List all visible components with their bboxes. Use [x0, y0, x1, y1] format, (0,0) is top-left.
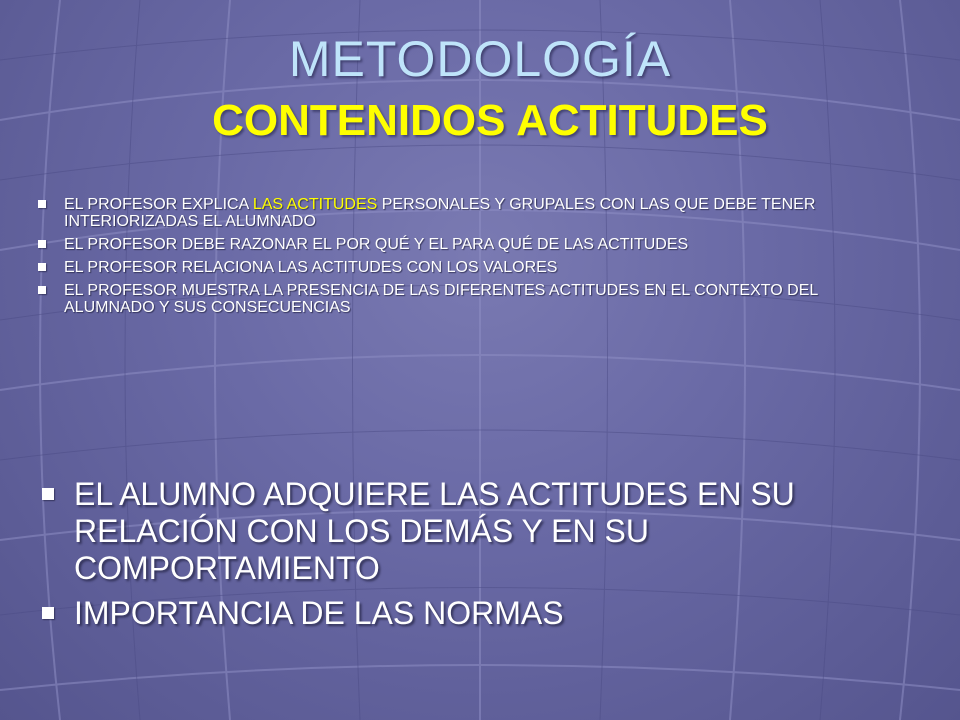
square-bullet-icon [38, 200, 46, 208]
list-item [36, 595, 916, 632]
list-item-text: PERSONALES Y GRUPALES CON LAS QUE DEBE TENER INTERIORIZADAS EL ALUMNADO [64, 196, 816, 230]
list-item [36, 236, 886, 253]
square-bullet-icon [38, 286, 46, 294]
highlighted-text: LAS ACTITUDES [252, 196, 378, 213]
square-bullet-icon [38, 240, 46, 248]
list-item [36, 196, 886, 230]
list-item-text: EL PROFESOR DEBE RAZONAR EL POR QUÉ Y EL PARA QUÉ DE LAS ACTITUDES [64, 236, 689, 253]
list-item [36, 476, 916, 587]
teacher-bullet-list [36, 196, 886, 322]
slide-title: METODOLOGÍA [288, 31, 672, 87]
list-item-text: EL PROFESOR EXPLICA [64, 196, 253, 213]
slide-subtitle: CONTENIDOS ACTITUDES [212, 96, 768, 145]
list-item-text: EL PROFESOR MUESTRA LA PRESENCIA DE LAS DIFERENTES ACTITUDES EN EL CONTEXTO DEL ALUMNADO Y SUS CONSECUENCIAS [64, 282, 818, 316]
student-bullet-list [36, 476, 916, 640]
list-item-text: EL PROFESOR RELACIONA LAS ACTITUDES CON LOS VALORES [64, 259, 558, 276]
square-bullet-icon [42, 488, 54, 500]
list-item-text: EL ALUMNO ADQUIERE LAS ACTITUDES EN SU RELACIÓN CON LOS DEMÁS Y EN SU COMPORTAMIENTO [74, 476, 795, 586]
list-item [36, 259, 886, 276]
square-bullet-icon [38, 263, 46, 271]
list-item [36, 282, 886, 316]
square-bullet-icon [42, 607, 54, 619]
list-item-text: IMPORTANCIA DE LAS NORMAS [74, 595, 564, 631]
